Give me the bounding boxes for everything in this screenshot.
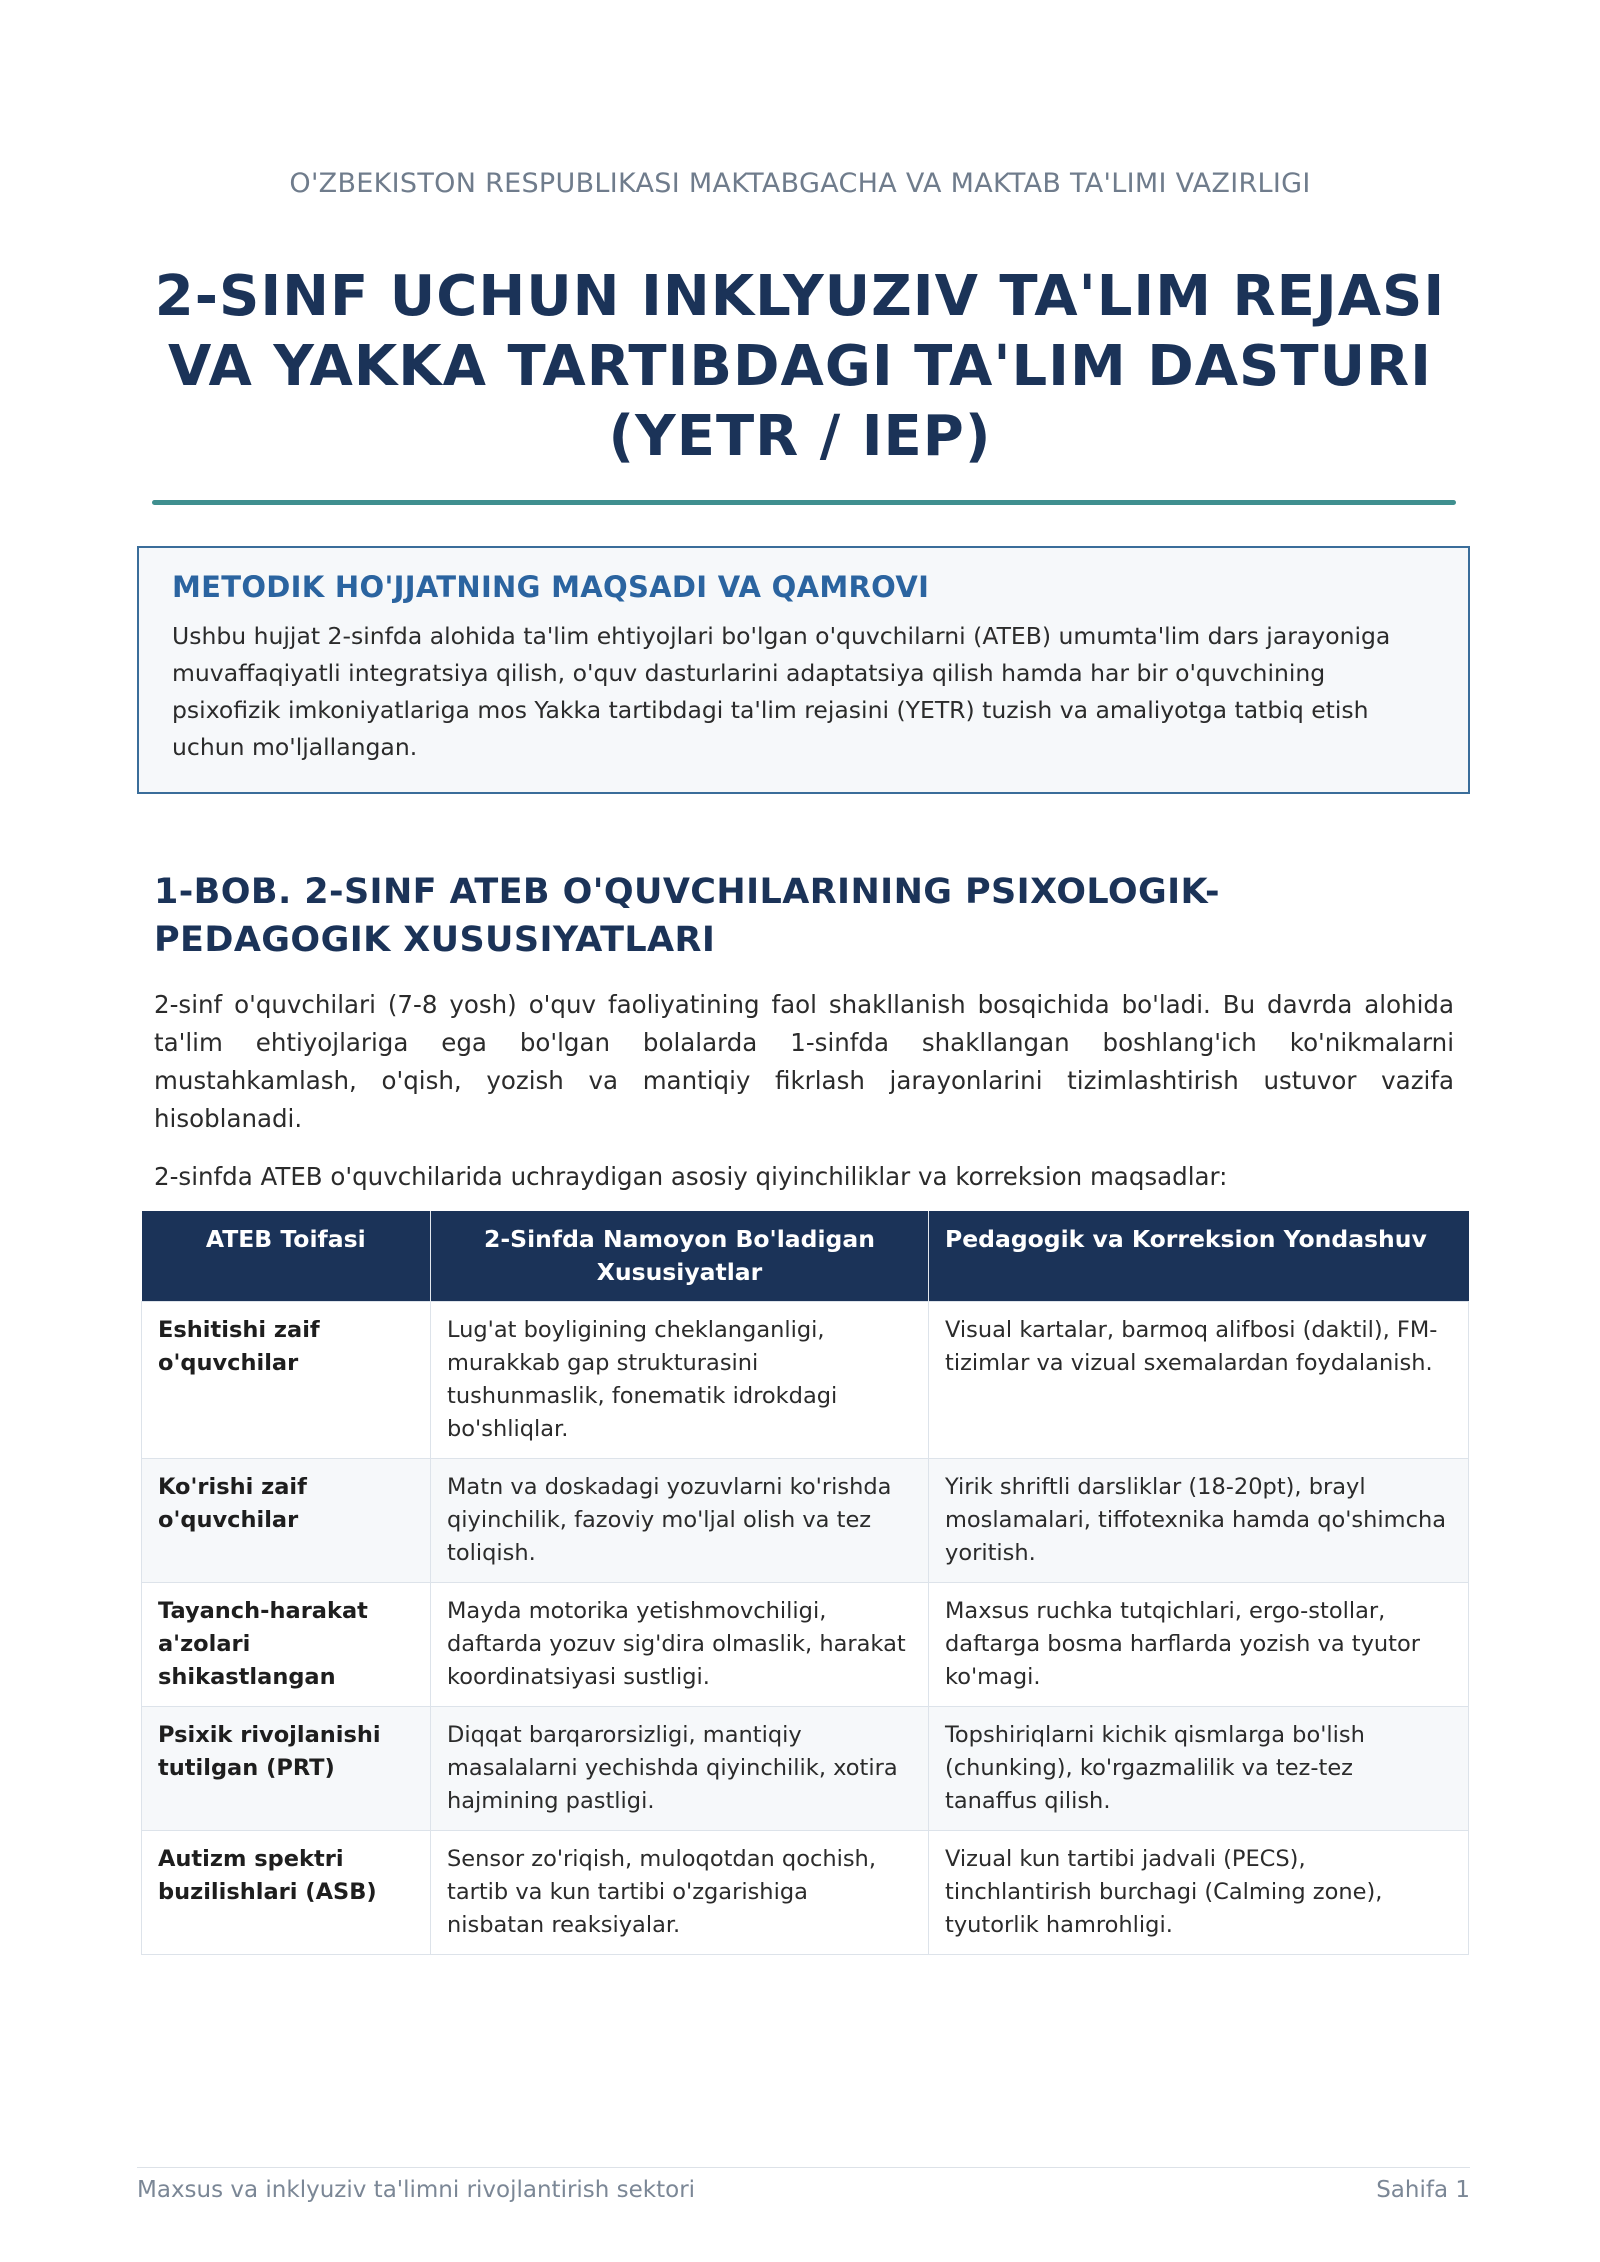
table-cell: Topshiriqlarni kichik qismlarga bo'lish (chunking), ko'rgazmalilik va tez-tez tanaffus qilish. [929, 1707, 1469, 1831]
footer-divider [137, 2167, 1470, 2168]
table-row [142, 1831, 1469, 1955]
ministry-name: O'ZBEKISTON RESPUBLIKASI MAKTABGACHA VA MAKTAB TA'LIMI VAZIRLIGI [289, 168, 1311, 199]
scope-title: METODIK HO'JJATNING MAQSADI VA QAMROVI [172, 570, 930, 604]
table-header-row [142, 1211, 1469, 1302]
table-cell: Diqqat barqarorsizligi, mantiqiy masalalarni yechishda qiyinchilik, xotira hajmining pastligi. [431, 1707, 929, 1831]
title-line: (YETR / IEP) [608, 404, 992, 469]
table-cell: Yirik shriftli darsliklar (18-20pt), brayl moslamalari, tiffotexnika hamda qo'shimcha yoritish. [929, 1459, 1469, 1583]
table-intro: 2-sinfda ATEB o'quvchilarida uchraydigan asosiy qiyinchiliklar va korreksion maqsadlar: [154, 1162, 1228, 1191]
title-line: 2-SINF UCHUN INKLYUZIV TA'LIM REJASI [154, 264, 1446, 329]
ateb-table [141, 1211, 1469, 1955]
table-cell-category: Ko'rishi zaif o'quvchilar [142, 1459, 431, 1583]
footer-department: Maxsus va inklyuziv ta'limni rivojlantirish sektori [137, 2177, 696, 2203]
document-title [100, 262, 1500, 472]
chapter-paragraph: 2-sinf o'quvchilari (7-8 yosh) o'quv faoliyatining faol shakllanish bosqichida bo'ladi. Bu davrda alohida ta'lim ehtiyojlariga ega bo'lgan bolalarda 1-sinfda shakllangan boshlang'ich ko'nikmalarni mustahkamlash, o'qish, yozish va mantiqiy fikrlash jarayonlarini tizimlashtirish ustuvor vazifa hisoblanadi. [154, 990, 1454, 1133]
table-row [142, 1302, 1469, 1459]
table-cell-category: Tayanch-harakat a'zolari shikastlangan [142, 1583, 431, 1707]
table-header-cell: 2-Sinfda Namoyon Bo'ladigan Xususiyatlar [431, 1211, 929, 1302]
table-cell-category: Psixik rivojlanishi tutilgan (PRT) [142, 1707, 431, 1831]
table-cell: Maxsus ruchka tutqichlari, ergo-stollar, daftarga bosma harflarda yozish va tyutor ko'magi. [929, 1583, 1469, 1707]
table-row [142, 1459, 1469, 1583]
chapter-heading: 1-BOB. 2-SINF ATEB O'QUVCHILARINING PSIXOLOGIK-PEDAGOGIK XUSUSIYATLARI [154, 872, 1220, 960]
table-row [142, 1707, 1469, 1831]
table-cell: Mayda motorika yetishmovchiligi, daftarda yozuv sig'dira olmaslik, harakat koordinatsiyasi sustligi. [431, 1583, 929, 1707]
page-number: Sahifa 1 [1376, 2177, 1470, 2203]
table-header-cell: Pedagogik va Korreksion Yondashuv [929, 1211, 1469, 1302]
table-cell: Sensor zo'riqish, muloqotdan qochish, tartib va kun tartibi o'zgarishiga nisbatan reaksiyalar. [431, 1831, 929, 1955]
table-cell: Visual kartalar, barmoq alifbosi (daktil), FM-tizimlar va vizual sxemalardan foydalanish. [929, 1302, 1469, 1459]
table-header-cell: ATEB Toifasi [142, 1211, 431, 1302]
title-divider [152, 500, 1456, 505]
scope-body: Ushbu hujjat 2-sinfda alohida ta'lim ehtiyojlari bo'lgan o'quvchilarni (ATEB) umumta'lim dars jarayoniga muvaffaqiyatli integratsiya qilish, o'quv dasturlarini adaptatsiya qilish hamda har bir o'quvchining psixofizik imkoniyatlariga mos Yakka tartibdagi ta'lim rejasini (YETR) tuzish va amaliyotga tatbiq etish uchun mo'ljallangan. [172, 622, 1391, 761]
title-line: VA YAKKA TARTIBDAGI TA'LIM DASTURI [167, 334, 1433, 399]
table-cell: Matn va doskadagi yozuvlarni ko'rishda qiyinchilik, fazoviy mo'ljal olish va tez toliqish. [431, 1459, 929, 1583]
table-cell-category: Autizm spektri buzilishlari (ASB) [142, 1831, 431, 1955]
table-row [142, 1583, 1469, 1707]
table-cell-category: Eshitishi zaif o'quvchilar [142, 1302, 431, 1459]
scope-box [137, 546, 1470, 794]
table-cell: Vizual kun tartibi jadvali (PECS), tinchlantirish burchagi (Calming zone), tyutorlik hamrohligi. [929, 1831, 1469, 1955]
table-cell: Lug'at boyligining cheklanganligi, murakkab gap strukturasini tushunmaslik, fonematik idrokdagi bo'shliqlar. [431, 1302, 929, 1459]
